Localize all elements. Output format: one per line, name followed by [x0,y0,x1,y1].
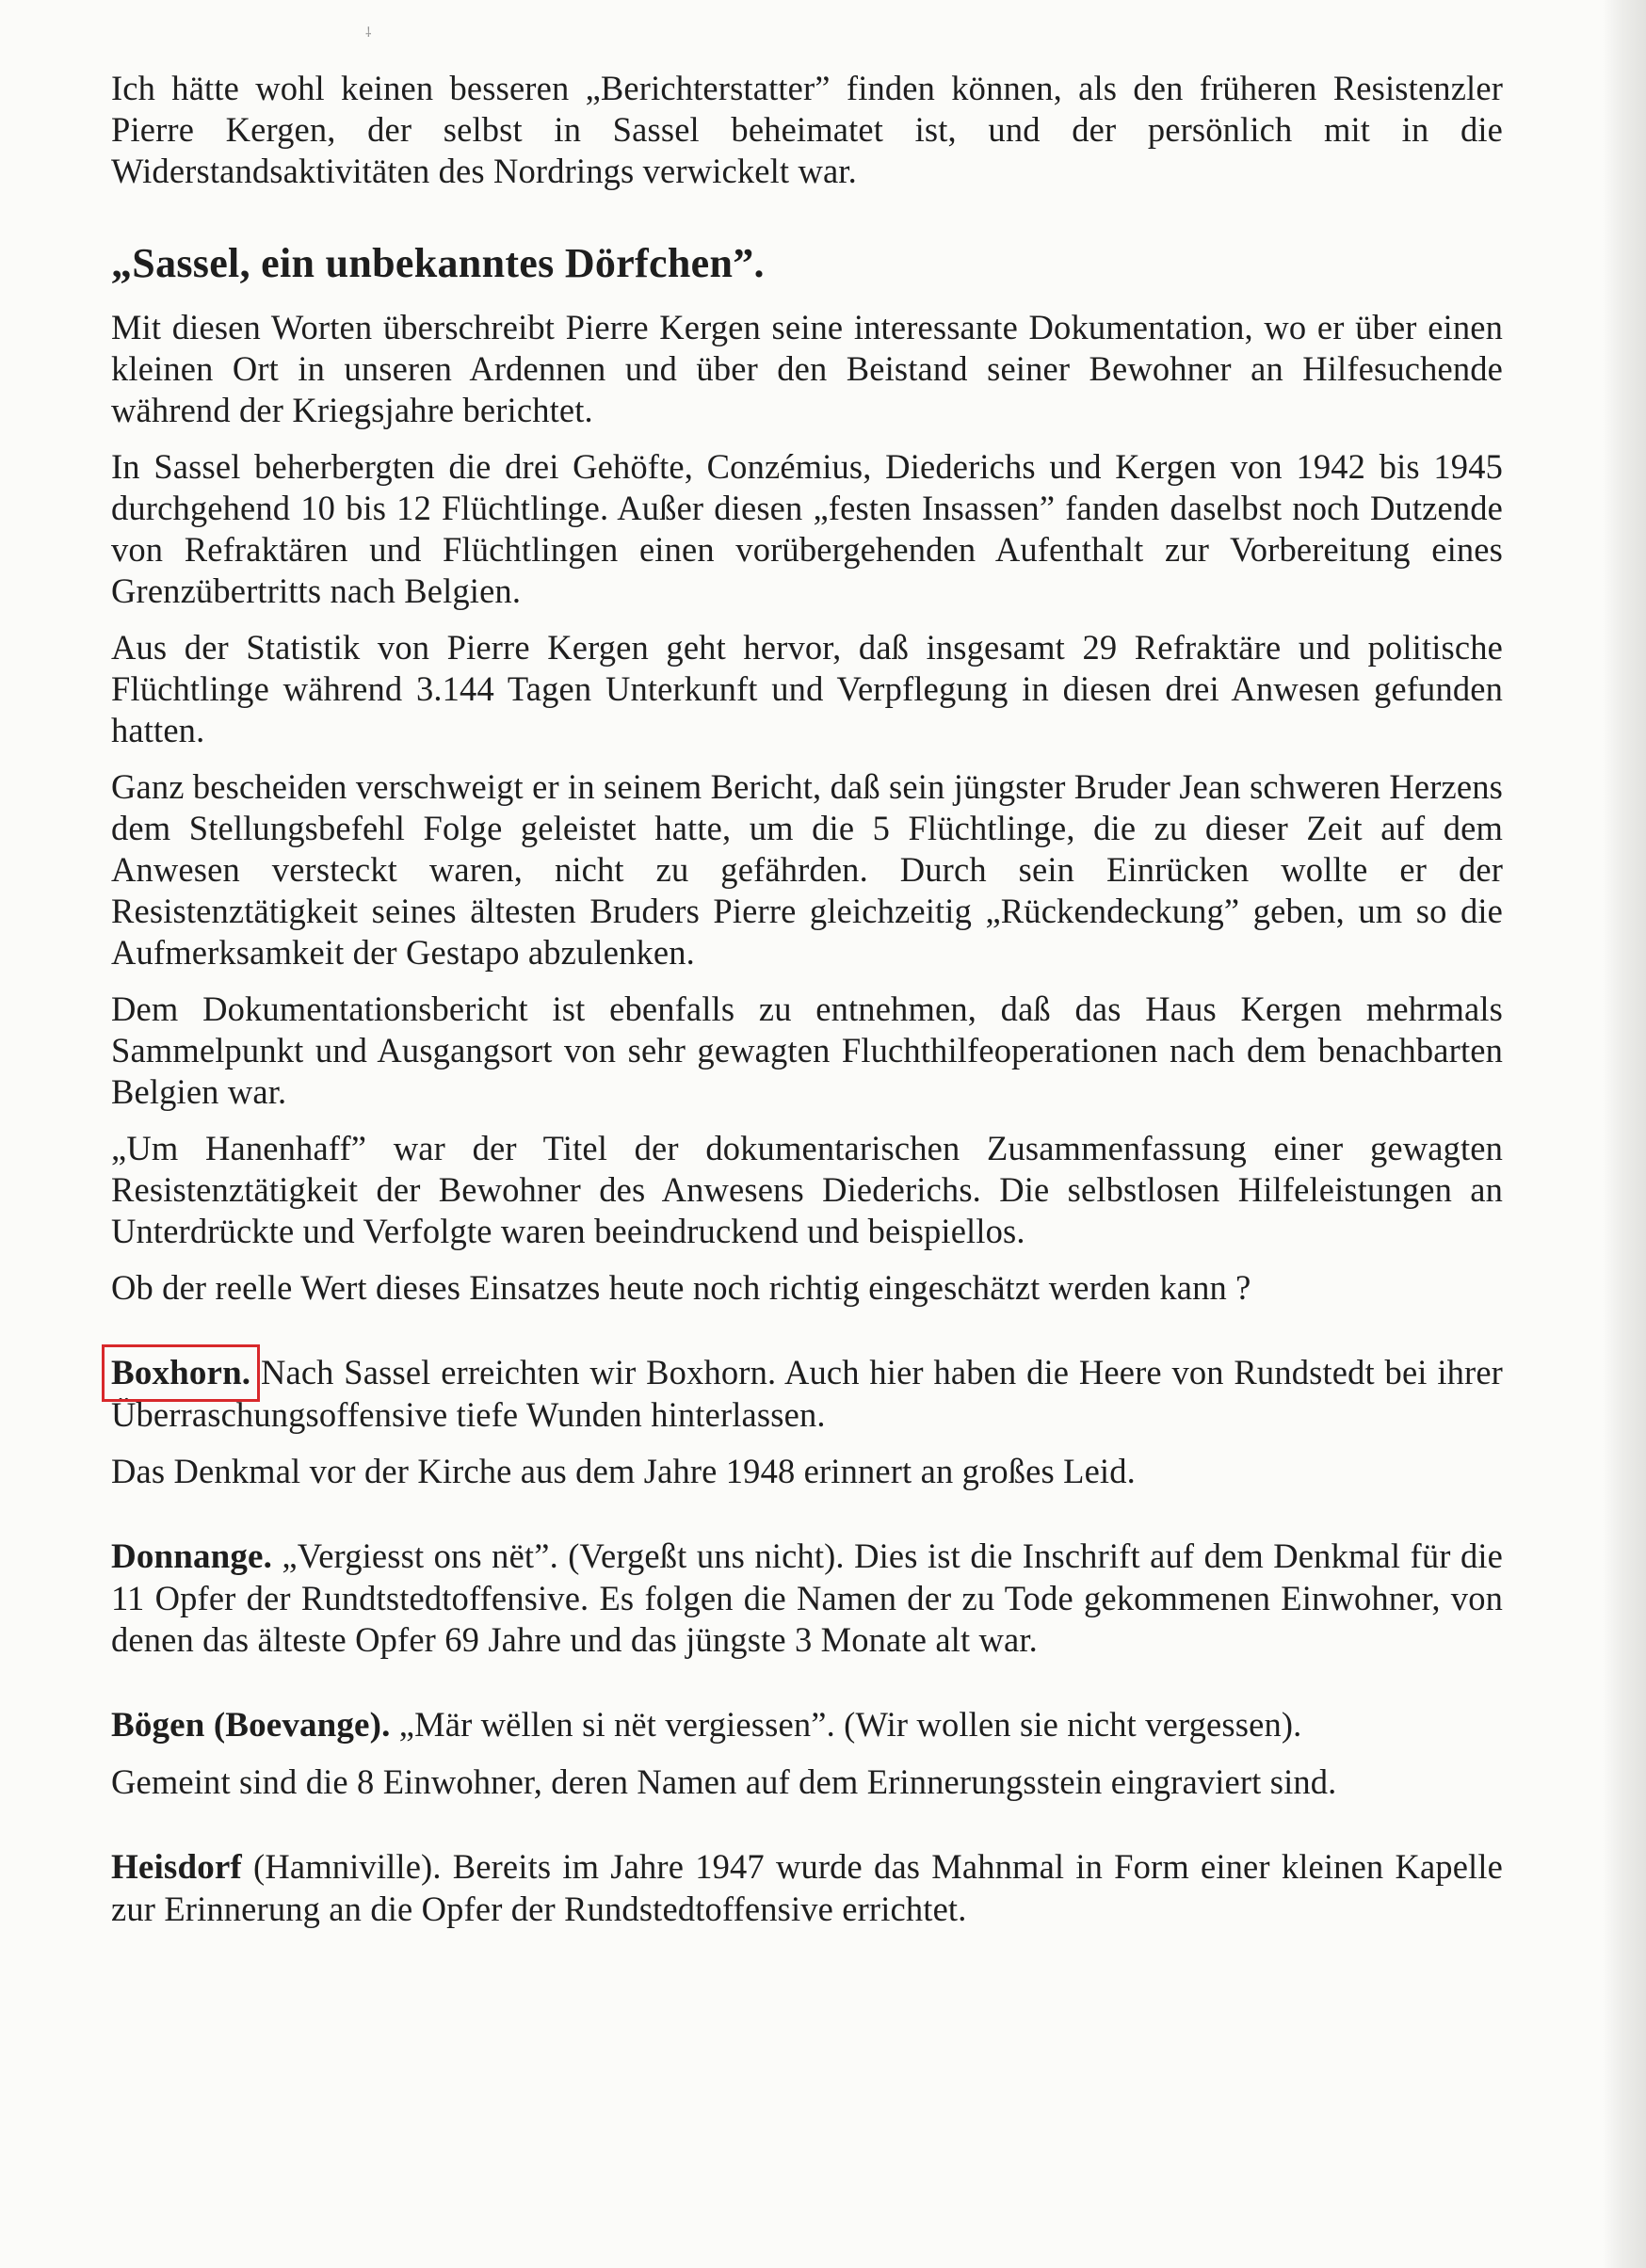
donnange-lead: Donnange. [111,1537,272,1576]
boegen-paragraph-2: Gemeint sind die 8 Einwohner, deren Namen auf dem Erinnerungsstein eingraviert sind. [111,1762,1337,1801]
donnange-text: „Vergiesst ons nët”. (Vergeßt uns nicht). Dies ist die Inschrift auf dem Denkmal für die 11 Opfer der Rundtstedtoffensive. Es folgen die Namen der zu Tode gekommenen Einwohner, von denen das älteste Opfer 69 Jahre und das jüngste 3 Monate alt war. [111,1536,1503,1659]
heisdorf-text: (Hamniville). Bereits im Jahre 1947 wurde das Mahnmal in Form einer kleinen Kapelle zur Erinnerung an die Opfer der Rundstedtoffensive errichtet. [111,1847,1503,1928]
donnange-paragraph [111,1536,1503,1661]
document-body [111,68,1503,1930]
heisdorf-lead: Heisdorf [111,1848,242,1887]
section-paragraph-7: Ob der reelle Wert dieses Einsatzes heute noch richtig eingeschätzt werden kann ? [111,1268,1251,1307]
page-edge-shadow [1603,0,1646,2268]
boxhorn-lead: Boxhorn. [111,1354,251,1392]
section-paragraph-2: In Sassel beherbergten die drei Gehöfte, Conzémius, Diederichs und Kergen von 1942 bis 1945 durchgehend 10 bis 12 Flüchtlinge. Außer diesen „festen Insassen” fanden daselbst noch Dutzende von Refraktären und Flüchtlingen einen vorübergehenden Aufenthalt zur Vorbereitung eines Grenzübertritts nach Belgien. [111,447,1503,610]
section-heading: „Sassel, ein unbekanntes Dörfchen”. [111,240,765,286]
boxhorn-paragraph [111,1352,1503,1436]
intro-paragraph: Ich hätte wohl keinen besseren „Berichterstatter” finden können, als den früheren Resistenzler Pierre Kergen, der selbst in Sassel beheimatet ist, und der persönlich mit in die Widerstandsaktivitäten des Nordrings verwickelt war. [111,69,1503,190]
boxhorn-text: Nach Sassel erreichten wir Boxhorn. Auch hier haben die Heere von Rundstedt bei ihrer Überraschungsoffensive tiefe Wunden hinterlassen. [111,1353,1503,1434]
section-paragraph-3: Aus der Statistik von Pierre Kergen geht hervor, daß insgesamt 29 Refraktäre und politische Flüchtlinge während 3.144 Tagen Unterkunft und Verpflegung in diesen drei Anwesen gefunden hatten. [111,628,1503,749]
section-paragraph-6: „Um Hanenhaff” war der Titel der dokumentarischen Zusammenfassung einer gewagten Resistenztätigkeit der Bewohner des Anwesens Diederichs. Die selbstlosen Hilfeleistungen an Unterdrückte und Verfolgte waren beeindruckend und beispiellos. [111,1129,1503,1250]
boegen-text: „Mär wëllen si nët vergiessen”. (Wir wollen sie nicht vergessen). [390,1705,1302,1744]
boegen-lead: Bögen (Boevange). [111,1706,391,1745]
boxhorn-paragraph-2: Das Denkmal vor der Kirche aus dem Jahre 1948 erinnert an großes Leid. [111,1452,1136,1490]
boegen-paragraph [111,1704,1503,1746]
heisdorf-paragraph [111,1846,1503,1930]
section-paragraph-1: Mit diesen Worten überschreibt Pierre Kergen seine interessante Dokumentation, wo er über einen kleinen Ort in unseren Ardennen und über den Beistand seiner Bewohner an Hilfesuchende während der Kriegsjahre berichtet. [111,308,1503,429]
section-paragraph-5: Dem Dokumentationsbericht ist ebenfalls zu entnehmen, daß das Haus Kergen mehrmals Sammelpunkt und Ausgangsort von sehr gewagten Fluchthilfeoperationen nach dem benachbarten Belgien war. [111,989,1503,1111]
scan-speck-mark: ⸸ [365,26,372,40]
section-paragraph-4: Ganz bescheiden verschweigt er in seinem Bericht, daß sein jüngster Bruder Jean schweren Herzens dem Stellungsbefehl Folge geleistet hatte, um die 5 Flüchtlinge, die zu dieser Zeit auf dem Anwesen versteckt waren, nicht zu gefährden. Durch sein Einrücken wollte er der Resistenztätigkeit seines ältesten Bruders Pierre gleichzeitig „Rückendeckung” geben, um so die Aufmerksamkeit der Gestapo abzulenken. [111,767,1503,972]
